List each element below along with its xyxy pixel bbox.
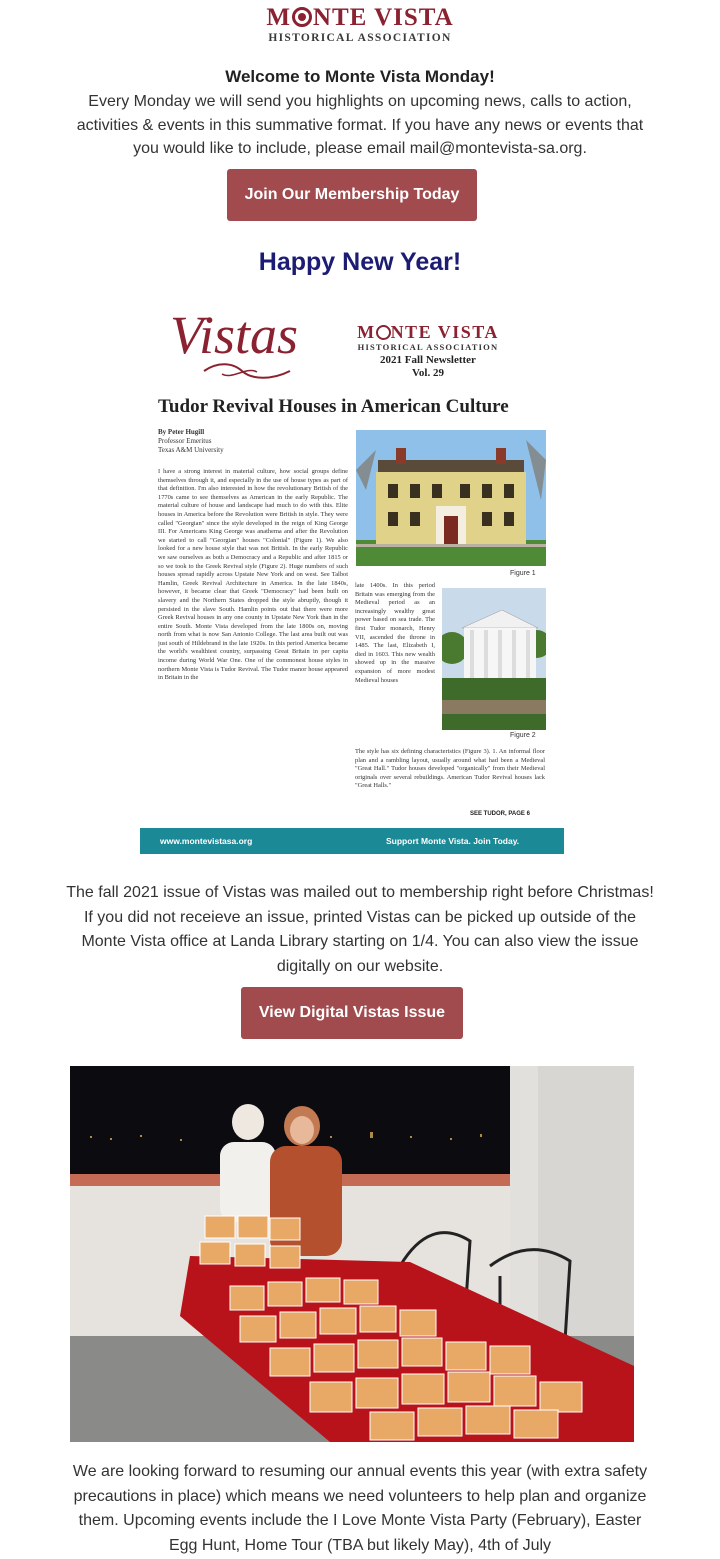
newsletter-issue: 2021 Fall Newsletter Vol. 29 (380, 354, 476, 379)
happy-new-year-heading: Happy New Year! (258, 248, 462, 276)
newsletter-footer-url: www.montevistasa.org (160, 836, 253, 846)
logo-line2: HISTORICAL ASSOCIATION (268, 32, 452, 44)
newsletter-footer-cta: Support Monte Vista. Join Today. (386, 836, 520, 846)
newsletter-logo-o-icon (376, 325, 391, 340)
see-more-note: SEE TUDOR, PAGE 6 (470, 811, 530, 817)
newsletter-headline: Tudor Revival Houses in American Culture (158, 396, 509, 417)
vistas-paragraph: The fall 2021 issue of Vistas was mailed out to membership right before Christmas! If you did not receieve an issue, printed Vistas can be picked up outside of the Monte Vista office at Landa Library starting on 1/4. You can also view the issue digitally on our website. (66, 884, 654, 975)
events-paragraph: We are looking forward to resuming our annual events this year (with extra safety precautions in place) which means we need volunteers to help plan and organize them. Upcoming events include the I Love Monte Vista Party (February), Easter Egg Hunt, Home Tour (TBA but likely May), 4th of July (72, 1463, 648, 1554)
masthead-swirl-icon (202, 362, 292, 380)
monte-vista-logo[interactable] (250, 4, 470, 44)
article-column-1: I have a strong interest in material culture, how social groups define themselves through it, and especially in the use of house types as part of that definition. I'm also interested in how the revolutionary British of the 1770s came to see themselves as American in the early Republic. The material culture of house and landscape had much to do with this. Elite houses in America before the Revolution were British in style. They were called "Georgian" since the style developed in the reign of King George III. For Americans King George was anathema and after the Revolution we started to call "Georgian" houses "Colonial" (Figure 1). We also looked for a new house style that was not British. In the early Republic we saw ourselves as both a Democracy and a Republic and after 1815 or so we took to the Greek Revival style (Figure 2). Huge numbers of such houses spread rapidly across Upstate New York and on west. See Talbot Hamlin, Greek Revival Architecture in America. In the late 1840s, however, it became clear that Greek "Democracy" had been built on slavery and the Northern States dropped the style abruptly, though it persisted in the slave South. Hamlin points out that there were more Greek Revival houses in any one county in Upstate New York than in the entire South. Monte Vista developed from the late 1800s on, moving north from what is now San Antonio College. The last area built out was just south of Hildebrand in the late 1920s. In this period America became the world's wealthiest country, surpassing Great Britain in per capita income during World War One. One of the commonest house styles in northern Monte Vista is Tudor Revival. The Tudor manor house appeared in Britain in the (158, 468, 348, 682)
newsletter-footer-bar (140, 828, 564, 854)
figure-1-caption: Figure 1 (510, 570, 536, 577)
newsletter-logo: M NTE VISTA HISTORICAL ASSOCIATION (357, 322, 499, 352)
logo-o-mark-icon (292, 7, 312, 27)
volunteers-event-photo (70, 1066, 634, 1442)
vistas-masthead: Vistas (170, 305, 299, 365)
vistas-newsletter-image[interactable] (140, 296, 564, 854)
newsletter-byline: By Peter Hugill Professor Emeritus Texas A&M University (158, 428, 224, 454)
figure-2-greek-revival-house-photo (442, 588, 546, 730)
figure-2-caption: Figure 2 (510, 732, 536, 739)
article-column-2: late 1400s. In this period Britain was emerging from the Medieval period as an increasingly wealthy great power based on sea trade. The first Tudor monarch, Henry VII, ascended the throne in 1485. The last, Elizabeth I, died in 1603. This new wealth showed up in the massive expansion of more modest Medieval houses (355, 582, 435, 684)
join-membership-button[interactable]: Join Our Membership Today (227, 169, 477, 221)
welcome-title: Welcome to Monte Vista Monday! (225, 67, 495, 86)
article-column-3: The style has six defining characteristics (Figure 3). 1. An informal floor plan and a rambling layout, usually around what had been a Medieval "Great Hall." Tudor houses developed "organically" from their Medieval originals over several rebuildings. American Tudor Revival houses lack "Great Halls." (355, 748, 545, 790)
figure-1-colonial-house-photo (356, 430, 546, 566)
view-digital-vistas-button[interactable]: View Digital Vistas Issue (241, 987, 463, 1039)
logo-line1: M NTE VISTA (266, 4, 454, 31)
intro-text: Every Monday we will send you highlights on upcoming news, calls to action, activities & events in this summative format. If you have any news or events that you would like to include, please email mail@montevista-sa.org. (76, 93, 644, 157)
